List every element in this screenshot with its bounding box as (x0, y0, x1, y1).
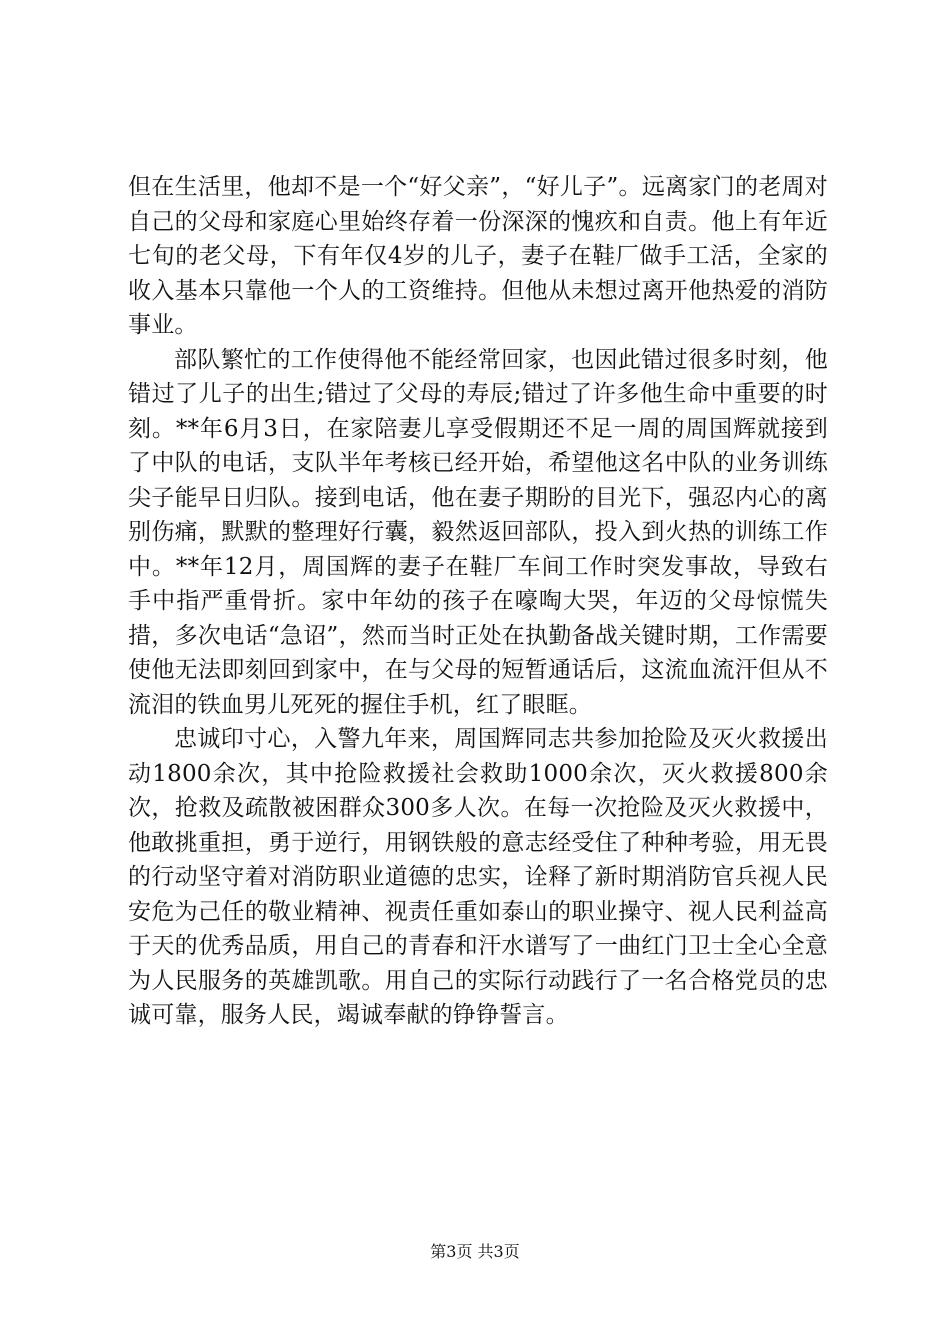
paragraph-family-sacrifice: 部队繁忙的工作使得他不能经常回家，也因此错过很多时刻，他错过了儿子的出生;错过了父母的寿辰;错过了许多他生命中重要的时刻。**年6月3日，在家陪妻儿享受假期还不足一周的周国辉就接到了中队的电话，支队半年考核已经开始，希望他这名中队的业务训练尖子能早日归队。接到电话，他在妻子期盼的目光下，强忍内心的离别伤痛，默默的整理好行囊，毅然返回部队，投入到火热的训练工作中。**年12月，周国辉的妻子在鞋厂车间工作时突发事故，导致右手中指严重骨折。家中年幼的孩子在嚎啕大哭，年迈的父母惊慌失措，多次电话“急诏”，然而当时正处在执勤备战关键时期，工作需要使他无法即刻回到家中，在与父母的短暂通话后，这流血流汗但从不流泪的铁血男儿死死的握住手机，红了眼眶。 (128, 346, 828, 718)
page-footer: 第3页 共3页 (430, 1242, 520, 1261)
paragraph-loyalty-service: 忠诚印寸心，入警九年来，周国辉同志共参加抢险及灭火救援出动1800余次，其中抢险救援社会救助1000余次，灭火救援800余次，抢救及疏散被困群众300多人次。在每一次抢险及灭火救援中，他敢挑重担，勇于逆行，用钢铁般的意志经受住了种种考验，用无畏的行动坚守着对消防职业道德的忠实，诠释了新时期消防官兵视人民安危为己任的敬业精神、视责任重如泰山的职业操守、视人民利益高于天的优秀品质，用自己的青春和汗水谱写了一曲红门卫士全心全意为人民服务的英雄凯歌。用自己的实际行动践行了一名合格党员的忠诚可靠，服务人民，竭诚奉献的铮铮誓言。 (128, 726, 828, 1028)
paragraph-continued: 但在生活里，他却不是一个“好父亲”，“好儿子”。远离家门的老周对自己的父母和家庭心里始终存着一份深深的愧疚和自责。他上有年近七旬的老父母，下有年仅4岁的儿子，妻子在鞋厂做手工活，全家的收入基本只靠他一个人的工资维持。但他从未想过离开他热爱的消防事业。 (128, 174, 828, 338)
document-body (128, 170, 828, 1033)
